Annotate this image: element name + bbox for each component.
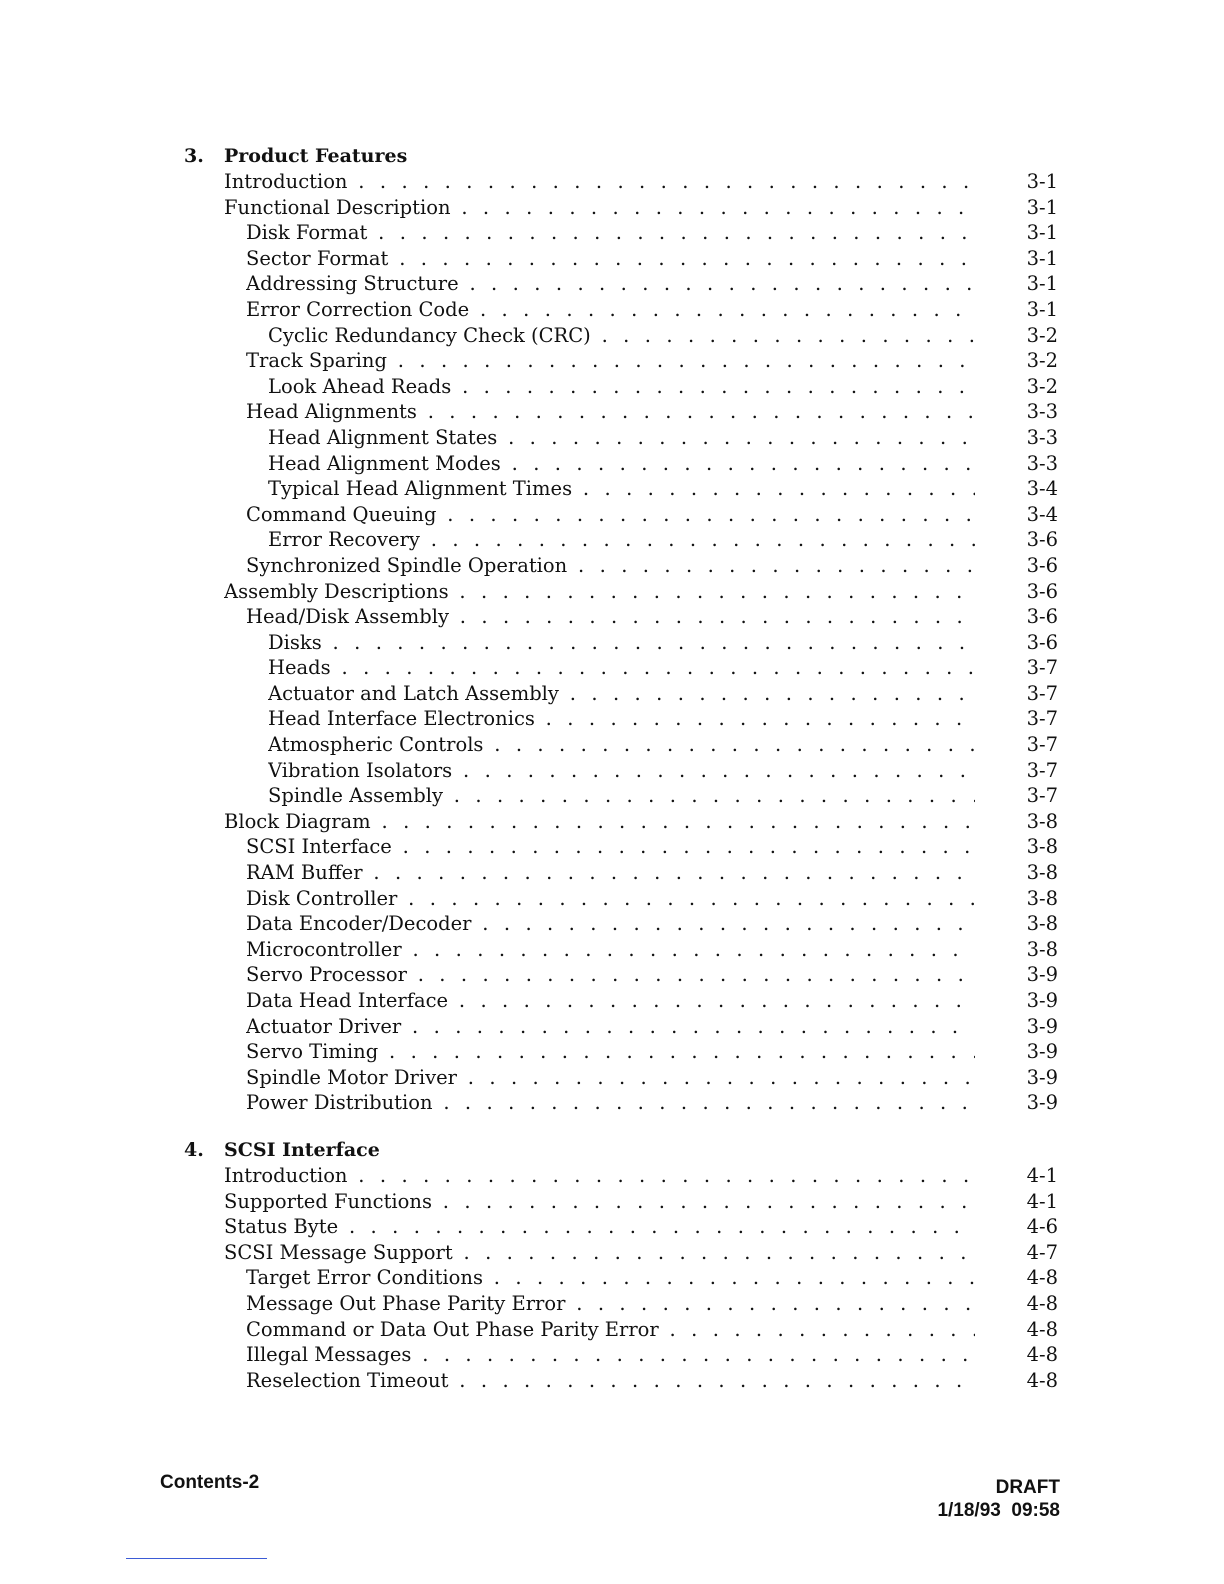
toc-entry-page: 3-3 (1026, 425, 1058, 449)
toc-entry-page: 3-1 (1026, 195, 1058, 219)
toc-entry-page: 4-6 (1026, 1215, 1058, 1239)
toc-entry-illegal-messages[interactable] (0, 1342, 1224, 1368)
toc-entry-look-ahead-reads[interactable] (0, 374, 1224, 400)
toc-entry-label: Disk Format . . . (246, 220, 975, 246)
toc-entry-addressing-structure[interactable] (0, 271, 1224, 297)
toc-entry-label: Typical Head Alignment Times . . . (268, 476, 975, 502)
toc-entry-label: Head Alignment Modes . . . (268, 451, 975, 477)
toc-entry-supported-functions[interactable] (0, 1189, 1224, 1215)
toc-entry-label: Spindle Motor Driver . . . (246, 1065, 975, 1091)
toc-entry-actuator-and-latch-assembly[interactable] (0, 681, 1224, 707)
toc-entry-head-alignment-states[interactable] (0, 425, 1224, 451)
toc-entry-label: RAM Buffer . . . (246, 860, 975, 886)
toc-entry-label: Power Distribution . . . (246, 1090, 975, 1116)
toc-entry-actuator-driver[interactable] (0, 1014, 1224, 1040)
toc-entry-label: Command or Data Out Phase Parity Error . . . (246, 1317, 975, 1343)
toc-entry-page: 4-8 (1026, 1343, 1058, 1367)
toc-entry-label: Actuator Driver . . . (246, 1014, 975, 1040)
toc-entry-label: SCSI Message Support . . . (224, 1240, 975, 1266)
toc-entry-disk-controller[interactable] (0, 886, 1224, 912)
toc-entry-page: 3-2 (1026, 323, 1058, 347)
toc-entry-page: 3-9 (1026, 1040, 1058, 1064)
toc-entry-label: Servo Processor . . . (246, 962, 975, 988)
toc-entry-page: 4-7 (1026, 1240, 1058, 1264)
toc-entry-assembly-descriptions[interactable] (0, 579, 1224, 605)
toc-entry-label: Error Recovery . . . (268, 527, 975, 553)
toc-entry-page: 4-1 (1026, 1164, 1058, 1187)
toc-entry-page: 3-7 (1026, 681, 1058, 705)
toc-entry-atmospheric-controls[interactable] (0, 732, 1224, 758)
toc-entry-page: 3-8 (1026, 809, 1058, 833)
toc-entry-page: 3-6 (1026, 630, 1058, 654)
toc-entry-sector-format[interactable] (0, 246, 1224, 272)
bottom-divider (126, 1558, 267, 1559)
toc-entry-label: Status Byte . . . (224, 1214, 975, 1240)
section-title: Product Features (224, 145, 408, 167)
toc-entry-page: 3-8 (1026, 835, 1058, 859)
toc-entry-block-diagram[interactable] (0, 809, 1224, 835)
toc-entry-label: SCSI Interface . . . (246, 834, 975, 860)
toc-entry-introduction[interactable] (0, 1163, 1224, 1189)
footer-page-label: Contents-2 (160, 1472, 260, 1493)
toc-entry-command-or-data-out-phase-parity-error[interactable] (0, 1317, 1224, 1343)
section-3-heading (0, 143, 1224, 169)
toc-entry-page: 4-8 (1026, 1291, 1058, 1315)
toc-entry-label: Data Encoder/Decoder . . . (246, 911, 975, 937)
toc-entry-label: Command Queuing . . . (246, 502, 975, 528)
footer-draft-date: 1/18/93 09:58 (937, 1500, 1060, 1521)
toc-entry-head-alignments[interactable] (0, 399, 1224, 425)
toc-entry-page: 3-8 (1026, 886, 1058, 910)
section-number: 4. (184, 1139, 204, 1161)
toc-entry-page: 4-8 (1026, 1266, 1058, 1290)
toc-entry-scsi-interface[interactable] (0, 834, 1224, 860)
section-3 (0, 143, 1224, 1116)
toc-entry-page: 3-6 (1026, 528, 1058, 552)
toc-entry-label: Disk Controller . . . (246, 886, 975, 912)
toc-entry-label: Reselection Timeout . . . (246, 1368, 975, 1394)
toc-entry-label: Heads . . . (268, 655, 975, 681)
toc-entry-label: Microcontroller . . . (246, 937, 975, 963)
toc-entry-page: 3-9 (1026, 1091, 1058, 1115)
toc-entry-label: Head Alignments . . . (246, 399, 975, 425)
toc-entry-data-encoder-decoder[interactable] (0, 911, 1224, 937)
toc-entry-label: Track Sparing . . . (246, 348, 975, 374)
toc-entry-page: 3-1 (1026, 246, 1058, 270)
section-4-heading (0, 1137, 1224, 1163)
toc-entry-microcontroller[interactable] (0, 937, 1224, 963)
toc-entry-head-interface-electronics[interactable] (0, 706, 1224, 732)
toc-entry-label: Introduction . . . (224, 1163, 975, 1189)
toc-entry-label: Error Correction Code . . . (246, 297, 975, 323)
toc-entry-label: Disks . . . (268, 630, 975, 656)
toc-entry-target-error-conditions[interactable] (0, 1265, 1224, 1291)
toc-entry-page: 3-1 (1026, 272, 1058, 296)
toc-entry-spindle-assembly[interactable] (0, 783, 1224, 809)
toc-entry-disks[interactable] (0, 630, 1224, 656)
toc-entry-page: 3-8 (1026, 937, 1058, 961)
toc-entry-heads[interactable] (0, 655, 1224, 681)
toc-entry-label: Atmospheric Controls . . . (268, 732, 975, 758)
toc-entry-label: Vibration Isolators . . . (268, 758, 975, 784)
toc-entry-page: 3-3 (1026, 400, 1058, 424)
toc-entry-page: 3-9 (1026, 989, 1058, 1012)
toc-entry-page: 3-9 (1026, 963, 1058, 987)
toc-entry-vibration-isolators[interactable] (0, 758, 1224, 784)
toc-entry-page: 3-2 (1026, 349, 1058, 373)
toc-entry-label: Block Diagram . . . (224, 809, 975, 835)
toc-entry-page: 3-1 (1026, 297, 1058, 321)
toc-entry-page: 4-1 (1026, 1189, 1058, 1213)
toc-entry-page: 3-4 (1026, 477, 1058, 501)
toc-entry-label: Spindle Assembly . . . (268, 783, 975, 809)
toc-entry-spindle-motor-driver[interactable] (0, 1065, 1224, 1091)
toc-entry-label: Addressing Structure . . . (246, 271, 975, 297)
toc-entry-error-correction-code[interactable] (0, 297, 1224, 323)
toc-entry-label: Sector Format . . . (246, 246, 975, 272)
toc-entry-page: 3-7 (1026, 733, 1058, 757)
toc-entry-track-sparing[interactable] (0, 348, 1224, 374)
toc-entry-page: 3-2 (1026, 374, 1058, 398)
toc-entry-page: 3-7 (1026, 656, 1058, 680)
toc-entry-label: Look Ahead Reads . . . (268, 374, 975, 400)
toc-entry-label: Introduction . . . (224, 169, 975, 195)
toc-entry-label: Cyclic Redundancy Check (CRC) . . . (268, 323, 975, 349)
toc-entry-page: 3-3 (1026, 451, 1058, 475)
toc-entry-servo-timing[interactable] (0, 1039, 1224, 1065)
toc-entry-functional-description[interactable] (0, 195, 1224, 221)
toc-entry-power-distribution[interactable] (0, 1090, 1224, 1116)
toc-entry-page: 3-6 (1026, 553, 1058, 577)
toc-entry-label: Target Error Conditions . . . (246, 1265, 975, 1291)
toc-entry-head-disk-assembly[interactable] (0, 604, 1224, 630)
toc-entry-label: Data Head Interface . . . (246, 988, 975, 1014)
toc-entry-scsi-message-support[interactable] (0, 1240, 1224, 1266)
toc-entry-label: Synchronized Spindle Operation . . . (246, 553, 975, 579)
toc-entry-page: 3-9 (1026, 1014, 1058, 1038)
toc-entry-status-byte[interactable] (0, 1214, 1224, 1240)
toc-entry-page: 3-4 (1026, 502, 1058, 526)
toc-entry-introduction[interactable] (0, 169, 1224, 195)
toc-entry-page: 3-1 (1026, 221, 1058, 245)
toc-entry-page: 4-8 (1026, 1317, 1058, 1341)
toc-entry-command-queuing[interactable] (0, 502, 1224, 528)
toc-entry-page: 3-7 (1026, 784, 1058, 808)
toc-entry-page: 3-1 (1026, 170, 1058, 193)
toc-entry-synchronized-spindle-operation[interactable] (0, 553, 1224, 579)
toc-entry-label: Servo Timing . . . (246, 1039, 975, 1065)
footer-draft-stamp (937, 1476, 1060, 1522)
toc-entry-page: 3-9 (1026, 1065, 1058, 1089)
toc-entry-head-alignment-modes[interactable] (0, 451, 1224, 477)
toc-entry-data-head-interface[interactable] (0, 988, 1224, 1014)
toc-entry-label: Supported Functions . . . (224, 1189, 975, 1215)
toc-entry-label: Actuator and Latch Assembly . . . (268, 681, 975, 707)
toc-entry-page: 3-8 (1026, 912, 1058, 936)
toc-entry-disk-format[interactable] (0, 220, 1224, 246)
toc-entry-page: 3-7 (1026, 707, 1058, 731)
toc-entry-message-out-phase-parity-error[interactable] (0, 1291, 1224, 1317)
section-title: SCSI Interface (224, 1139, 380, 1161)
toc-entry-page: 3-6 (1026, 579, 1058, 603)
section-4 (0, 1137, 1224, 1393)
toc-entry-page: 4-8 (1026, 1368, 1058, 1392)
toc-entry-ram-buffer[interactable] (0, 860, 1224, 886)
toc-entry-label: Head/Disk Assembly . . . (246, 604, 975, 630)
toc-entry-label: Assembly Descriptions . . . (224, 579, 975, 605)
footer-draft-label: DRAFT (995, 1477, 1060, 1498)
toc-entry-label: Message Out Phase Parity Error . . . (246, 1291, 975, 1317)
toc-entry-page: 3-6 (1026, 605, 1058, 629)
toc-entry-error-recovery[interactable] (0, 527, 1224, 553)
toc-entry-cyclic-redundancy-check[interactable] (0, 323, 1224, 349)
toc-entry-label: Illegal Messages . . . (246, 1342, 975, 1368)
toc-entry-typical-head-alignment-times[interactable] (0, 476, 1224, 502)
section-number: 3. (184, 145, 204, 167)
toc-entry-label: Head Interface Electronics . . . (268, 706, 975, 732)
toc-entry-page: 3-7 (1026, 758, 1058, 782)
toc-entry-servo-processor[interactable] (0, 962, 1224, 988)
toc-entry-label: Functional Description . . . (224, 195, 975, 221)
toc-entry-label: Head Alignment States . . . (268, 425, 975, 451)
toc-entry-reselection-timeout[interactable] (0, 1368, 1224, 1394)
toc-entry-page: 3-8 (1026, 861, 1058, 885)
